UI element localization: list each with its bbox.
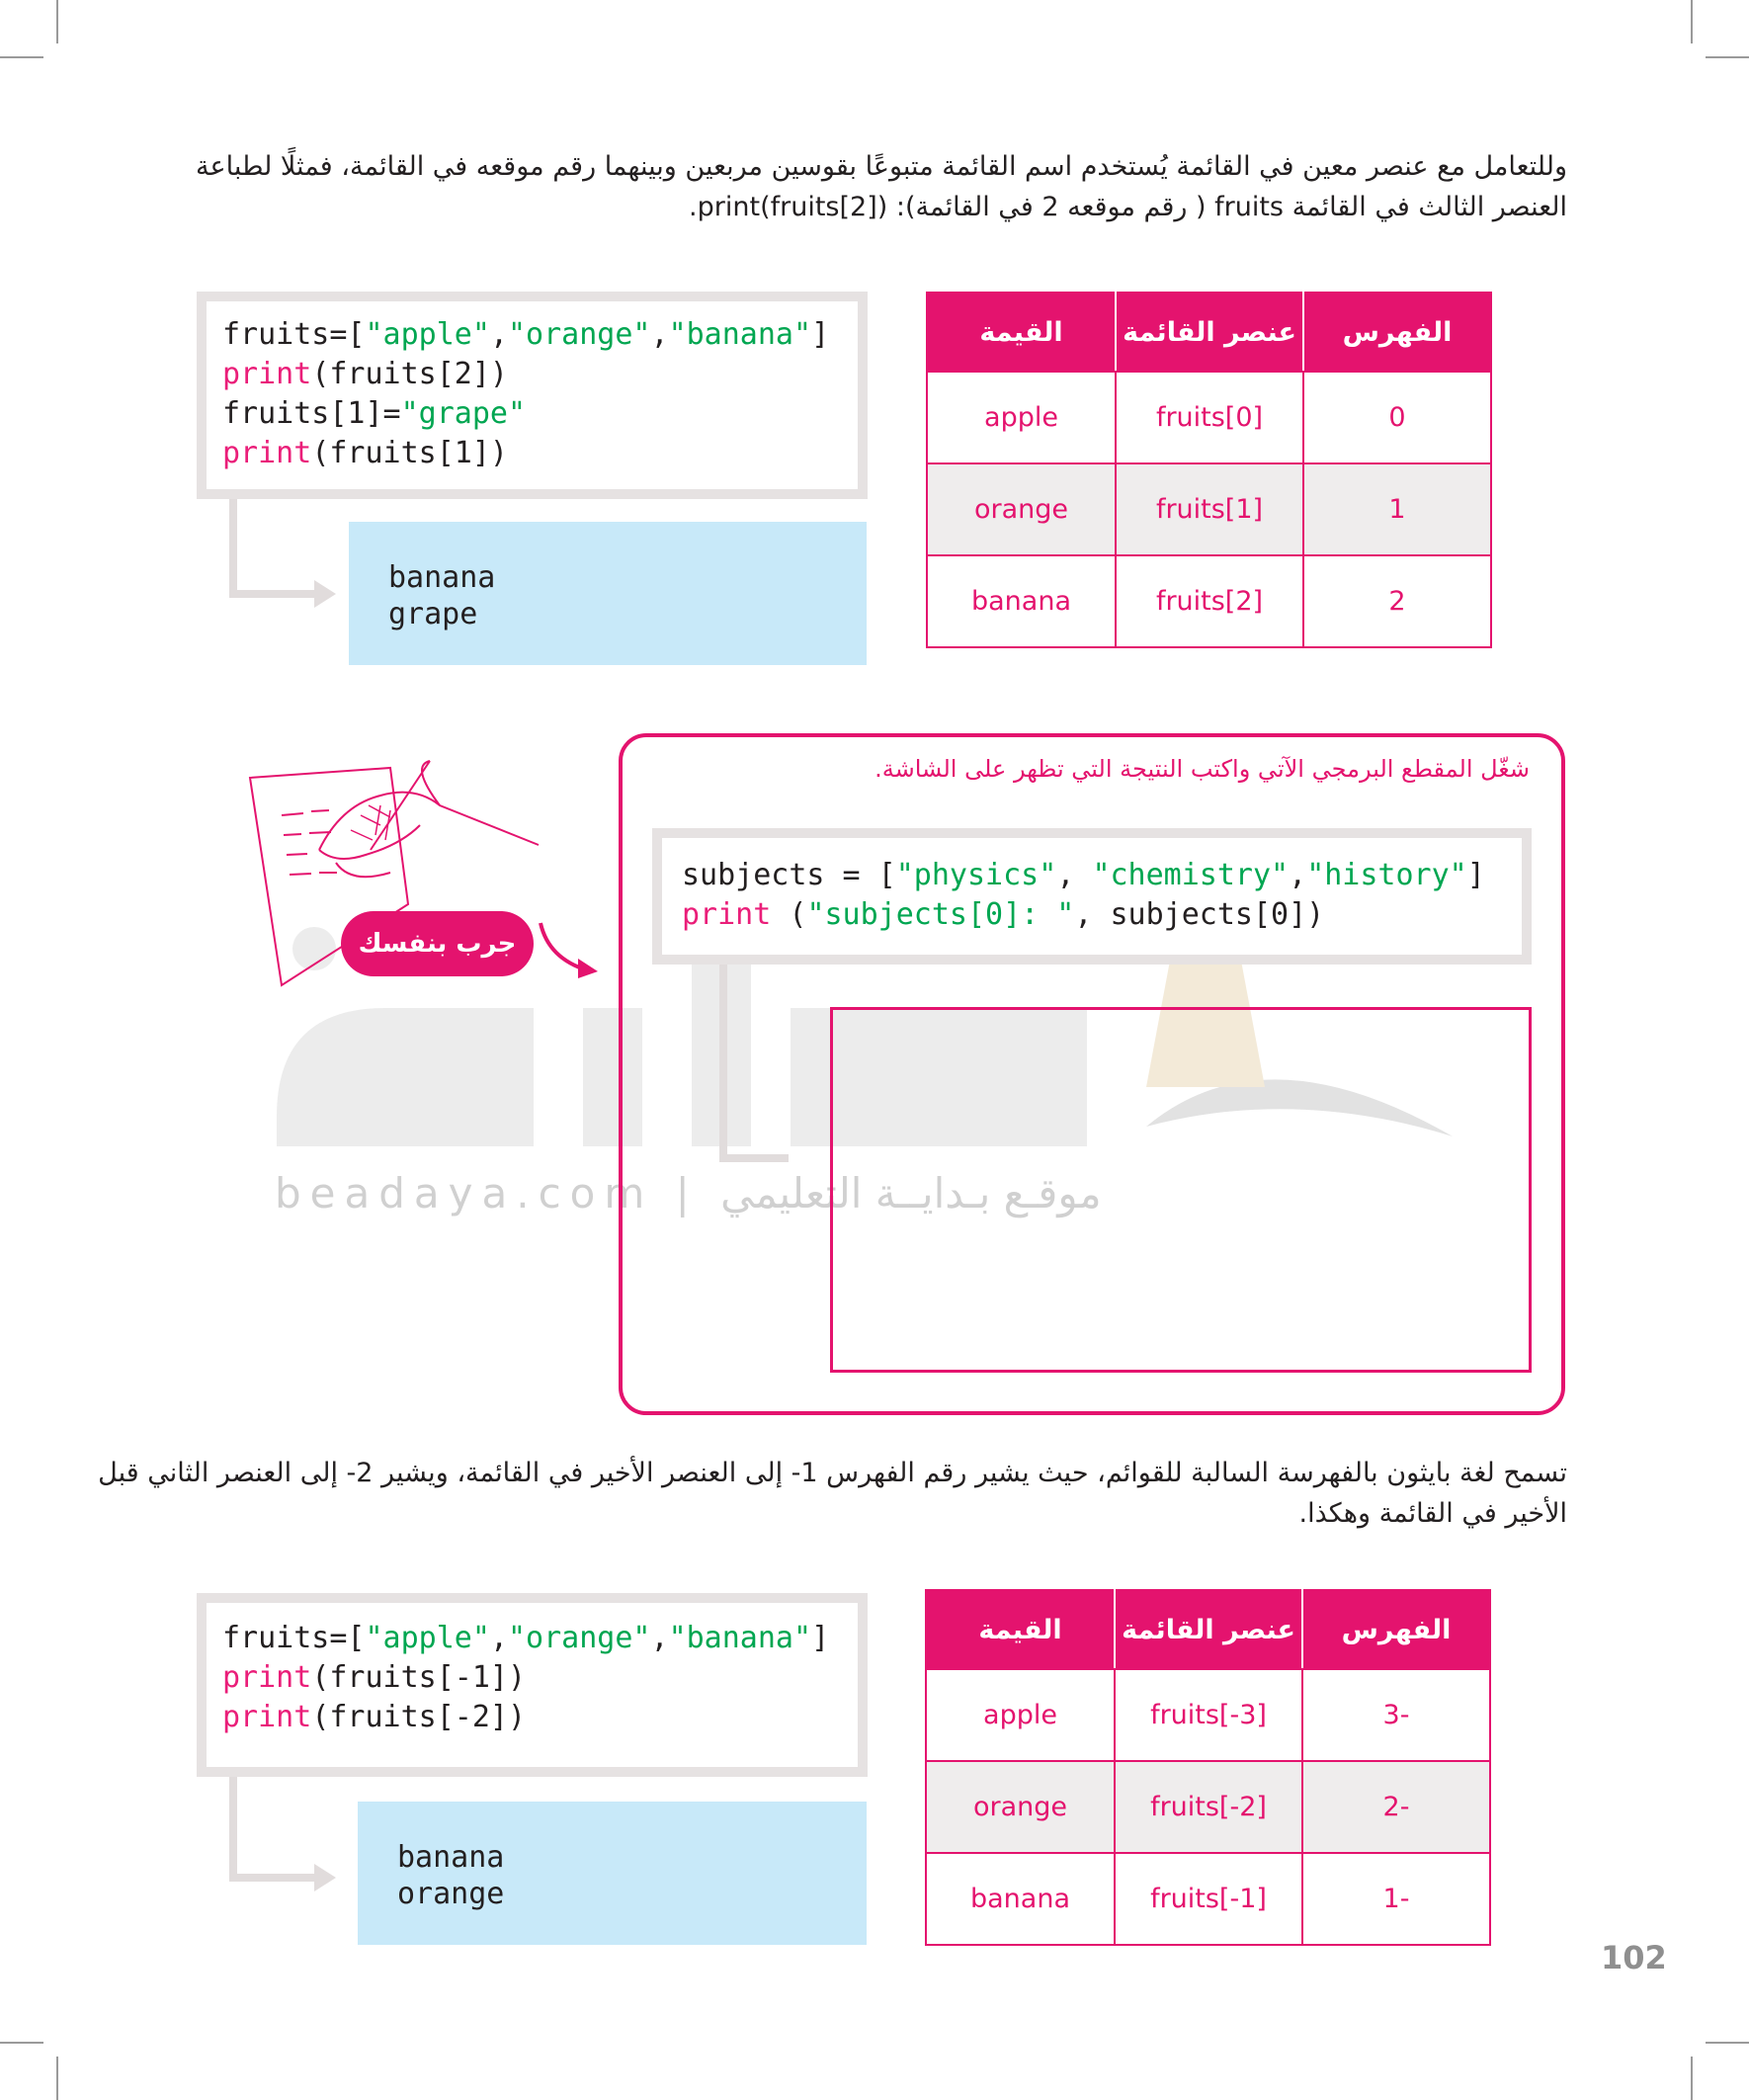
paragraph-line: العنصر الثالث في القائمة fruits ( رقم موقعه 2 في القائمة): ([2]print(fruits. bbox=[689, 192, 1567, 222]
watermark-text: beadaya.com | موقـع بـدايــة التعليمي bbox=[275, 1169, 1102, 1218]
code-text: fruits=["apple","orange","banana"] print(fruits[2]) fruits[1]="grape" print(fruits[1]) bbox=[222, 317, 830, 470]
crop-mark bbox=[56, 0, 58, 43]
header-value: القيمة bbox=[927, 293, 1116, 372]
code-block bbox=[652, 828, 1532, 965]
arrow-head-icon bbox=[314, 580, 336, 608]
connector-line bbox=[229, 1777, 237, 1882]
table-row: 1 fruits[1] orange bbox=[927, 463, 1491, 555]
negative-index-paragraph bbox=[98, 1453, 1567, 1534]
connector-line bbox=[229, 499, 237, 598]
index-table bbox=[926, 292, 1492, 648]
table-row: -2 fruits[-2] orange bbox=[926, 1761, 1490, 1853]
try-yourself-badge: جرب بنفسك bbox=[341, 911, 534, 976]
code-block bbox=[197, 292, 868, 499]
table-row: 2 fruits[2] banana bbox=[927, 555, 1491, 647]
try-yourself-instruction: شغّل المقطع البرمجي الآتي واكتب النتيجة التي تظهر على الشاشة. bbox=[874, 755, 1530, 783]
paragraph-line: وللتعامل مع عنصر معين في القائمة يُستخدم اسم القائمة متبوعًا بقوسين مربعين وبينهما رقم موقعه في القائمة، فمثلًا لطباعة bbox=[196, 151, 1567, 182]
index-table bbox=[925, 1589, 1491, 1946]
arrow-head-icon bbox=[314, 1864, 336, 1891]
header-index: الفهرس bbox=[1303, 293, 1491, 372]
table-row: 0 fruits[0] apple bbox=[927, 372, 1491, 463]
output-block bbox=[349, 522, 867, 665]
connector-line bbox=[229, 590, 320, 598]
header-element: عنصر القائمة bbox=[1115, 1590, 1302, 1669]
header-element: عنصر القائمة bbox=[1116, 293, 1303, 372]
connector-line bbox=[229, 1874, 320, 1882]
code-text: fruits=["apple","orange","banana"] print(fruits[-1]) print(fruits[-2]) bbox=[222, 1621, 830, 1734]
code-block bbox=[197, 1593, 868, 1777]
connector-line bbox=[719, 965, 727, 1162]
output-text: banana orange bbox=[397, 1840, 505, 1911]
output-text: banana grape bbox=[388, 560, 496, 631]
crop-mark bbox=[1691, 0, 1693, 43]
crop-mark bbox=[1706, 2042, 1749, 2044]
output-block bbox=[358, 1802, 867, 1945]
code-text: subjects = ["physics", "chemistry","history"] print ("subjects[0]: ", subjects[0]) bbox=[682, 858, 1485, 932]
crop-mark bbox=[0, 56, 43, 58]
header-value: القيمة bbox=[926, 1590, 1115, 1669]
answer-box[interactable] bbox=[830, 1007, 1532, 1373]
intro-paragraph bbox=[198, 146, 1567, 227]
header-index: الفهرس bbox=[1302, 1590, 1490, 1669]
pink-arrow-icon bbox=[539, 919, 603, 978]
connector-line bbox=[719, 1154, 789, 1162]
crop-mark bbox=[1706, 56, 1749, 58]
table-row: -3 fruits[-3] apple bbox=[926, 1669, 1490, 1761]
paragraph-line: الأخير في القائمة وهكذا. bbox=[1298, 1498, 1567, 1529]
crop-mark bbox=[1691, 2057, 1693, 2100]
paragraph-line: تسمح لغة بايثون بالفهرسة السالبة للقوائم، حيث يشير رقم الفهرس 1- إلى العنصر الأخير في القائمة، ويشير 2- إلى العنصر الثاني قبل bbox=[98, 1458, 1567, 1488]
table-row: -1 fruits[-1] banana bbox=[926, 1853, 1490, 1945]
page-number: 102 bbox=[1601, 1939, 1667, 1976]
crop-mark bbox=[0, 2042, 43, 2044]
crop-mark bbox=[56, 2057, 58, 2100]
